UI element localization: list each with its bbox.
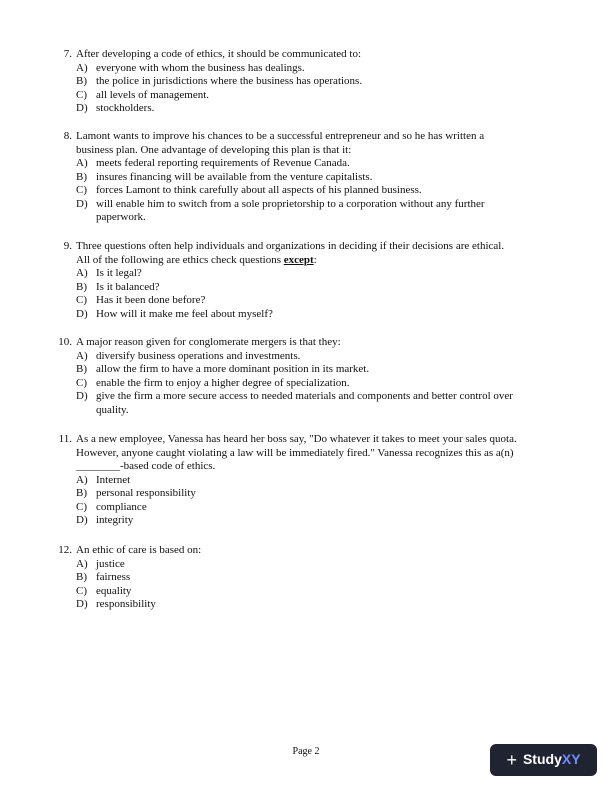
choice-letter: D) <box>76 390 88 402</box>
choice-text: responsibility <box>96 598 156 610</box>
choice-d <box>48 308 518 322</box>
choice-letter: A) <box>76 61 88 74</box>
choice-letter: B) <box>76 280 87 293</box>
choice-letter: B) <box>76 75 87 87</box>
answer-choices <box>48 62 518 116</box>
choice-letter: D) <box>76 197 88 210</box>
question-12 <box>48 544 518 612</box>
choice-a <box>48 350 518 364</box>
studyxy-logo[interactable] <box>490 744 597 776</box>
question-stem <box>48 130 518 157</box>
choice-a <box>48 474 518 488</box>
choice-letter: A) <box>76 157 88 169</box>
choice-text: Is it balanced? <box>96 280 160 293</box>
emphasis-except: except <box>283 253 314 266</box>
choice-c <box>48 585 518 599</box>
choice-text: enable the firm to enjoy a higher degree of specialization. <box>96 376 350 389</box>
choice-b <box>48 75 518 89</box>
choice-text: equality <box>96 584 132 597</box>
choice-text: integrity <box>96 514 134 526</box>
choice-letter: B) <box>76 571 87 583</box>
question-9 <box>48 240 518 321</box>
question-text: Three questions often help individuals and organizations in deciding if their decisions are ethical. All of the following are ethics check questions <box>76 240 505 266</box>
choice-text: all levels of management. <box>96 88 210 101</box>
question-stem <box>48 48 518 62</box>
question-number: 7. <box>63 48 72 60</box>
choice-letter: D) <box>76 514 88 526</box>
question-7 <box>48 48 518 116</box>
choice-d <box>48 514 518 528</box>
answer-choices <box>48 474 518 528</box>
question-text: As a new employee, Vanessa has heard her boss say, "Do whatever it takes to meet your sales quota. However, anyone caught violating a law will be immediately fired." Vanessa recognizes this as a(n) ________-based code of ethics. <box>76 433 517 472</box>
choice-text: stockholders. <box>96 102 155 114</box>
question-text-end: : <box>313 253 317 266</box>
choice-c <box>48 184 518 198</box>
choice-letter: D) <box>76 102 88 114</box>
question-number: 8. <box>63 130 72 142</box>
choice-text: everyone with whom the business has dealings. <box>96 61 305 74</box>
choice-letter: B) <box>76 487 87 499</box>
choice-text: Has it been done before? <box>96 294 206 306</box>
choice-a <box>48 157 518 171</box>
choice-text: insures financing will be available from the venture capitalists. <box>96 170 373 183</box>
choice-text: meets federal reporting requirements of Revenue Canada. <box>96 157 350 169</box>
question-number: 11. <box>58 433 72 445</box>
choice-letter: A) <box>76 267 88 279</box>
choice-letter: D) <box>76 307 88 320</box>
choice-text: Internet <box>96 473 131 486</box>
choice-text: personal responsibility <box>96 487 196 499</box>
choice-c <box>48 89 518 103</box>
choice-d <box>48 198 518 225</box>
choice-letter: C) <box>76 584 87 597</box>
question-text: A major reason given for conglomerate mergers is that they: <box>76 336 341 348</box>
choice-b <box>48 281 518 295</box>
answer-choices <box>48 267 518 321</box>
choice-text: the police in jurisdictions where the business has operations. <box>96 75 363 87</box>
choice-letter: A) <box>76 349 88 362</box>
question-text: An ethic of care is based on: <box>76 544 202 556</box>
choice-letter: A) <box>76 473 88 486</box>
choice-letter: C) <box>76 500 87 513</box>
choice-text: diversify business operations and investments. <box>96 349 301 362</box>
choice-text: forces Lamont to think carefully about all aspects of his planned business. <box>96 184 422 196</box>
choice-letter: C) <box>76 88 87 101</box>
question-number: 9. <box>63 240 72 252</box>
choice-letter: C) <box>76 184 87 196</box>
choice-b <box>48 571 518 585</box>
choice-d <box>48 598 518 612</box>
answer-choices <box>48 350 518 418</box>
logo-text <box>523 753 581 767</box>
choice-text: allow the firm to have a more dominant position in its market. <box>96 363 370 375</box>
choice-letter: C) <box>76 376 87 389</box>
choice-letter: B) <box>76 170 87 183</box>
choice-letter: D) <box>76 598 88 610</box>
answer-choices <box>48 558 518 612</box>
question-number: 10. <box>58 336 72 348</box>
question-stem <box>48 240 518 267</box>
choice-b <box>48 487 518 501</box>
choice-letter: B) <box>76 363 87 375</box>
question-8 <box>48 130 518 225</box>
question-number: 12. <box>58 544 72 556</box>
choice-c <box>48 377 518 391</box>
choice-d <box>48 390 518 417</box>
choice-text: will enable him to switch from a sole proprietorship to a corporation without any further paperwork. <box>96 197 485 223</box>
choice-text: fairness <box>96 571 131 583</box>
question-text: Lamont wants to improve his chances to be a successful entrepreneur and so he has written a business plan. One advantage of developing this plan is that it: <box>76 130 485 156</box>
choice-text: give the firm a more secure access to needed materials and components and better control over quality. <box>96 390 513 416</box>
page-number: Page 2 <box>292 746 320 757</box>
question-stem <box>48 336 518 350</box>
choice-letter: C) <box>76 294 87 306</box>
choice-b <box>48 171 518 185</box>
plus-icon: + <box>506 750 517 770</box>
question-10 <box>48 336 518 417</box>
choice-c <box>48 294 518 308</box>
choice-letter: A) <box>76 557 88 570</box>
logo-brand-accent: XY <box>561 751 581 768</box>
logo-brand-main: Study <box>522 751 562 768</box>
question-11 <box>48 433 518 528</box>
choice-text: justice <box>96 557 125 570</box>
choice-text: Is it legal? <box>96 267 142 279</box>
choice-a <box>48 558 518 572</box>
choice-a <box>48 267 518 281</box>
question-text: After developing a code of ethics, it should be communicated to: <box>76 48 362 60</box>
question-stem <box>48 544 518 558</box>
question-stem <box>48 433 518 474</box>
choice-c <box>48 501 518 515</box>
answer-choices <box>48 157 518 225</box>
choice-text: How will it make me feel about myself? <box>96 307 273 320</box>
choice-text: compliance <box>96 500 147 513</box>
choice-b <box>48 363 518 377</box>
choice-a <box>48 62 518 76</box>
choice-d <box>48 102 518 116</box>
